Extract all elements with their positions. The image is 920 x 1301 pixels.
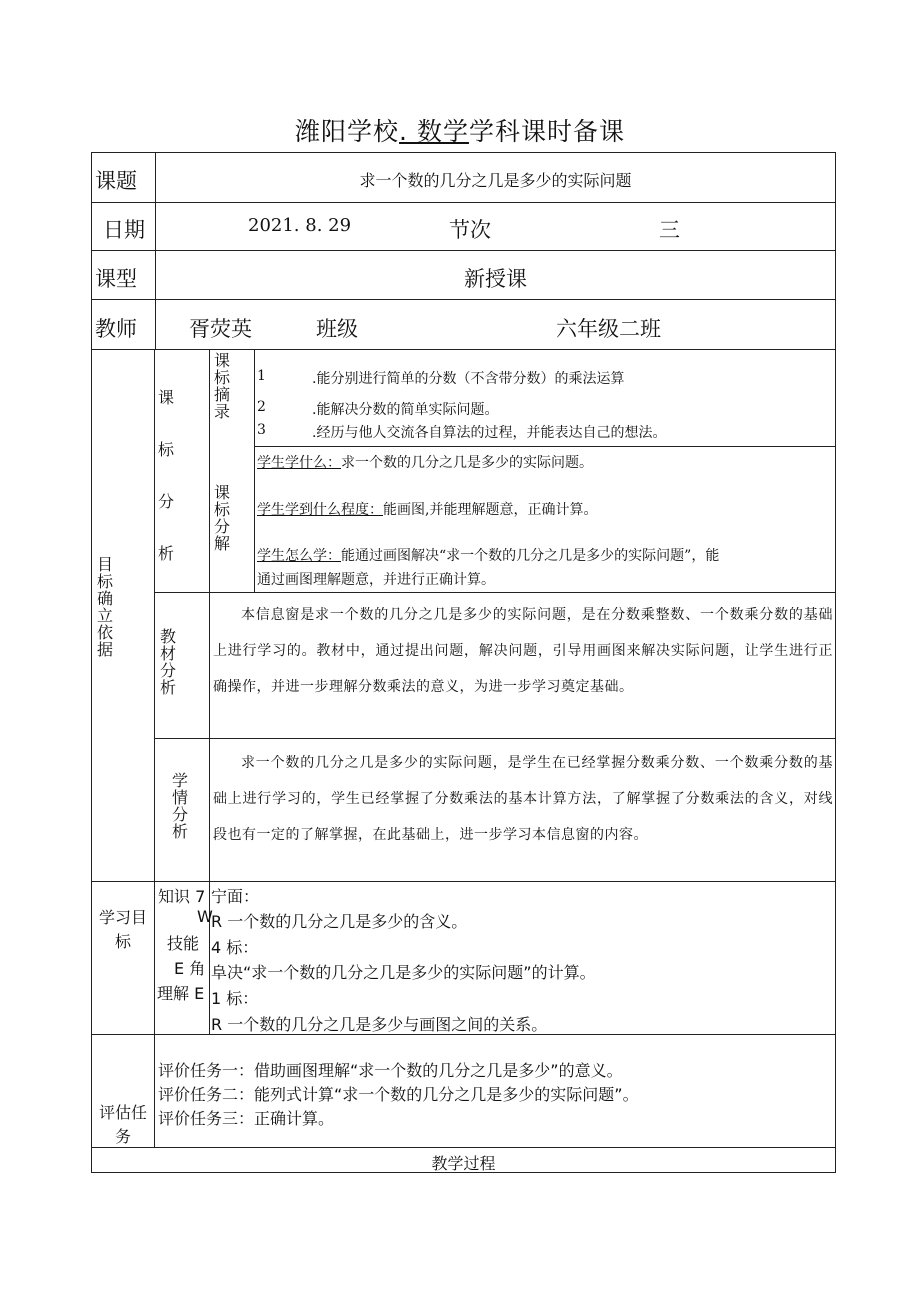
decompose-what <box>257 452 593 472</box>
objective-line-5: 1 标： <box>211 989 259 1008</box>
objectives-side-4: E 角 <box>174 959 206 978</box>
date-label: 日期 <box>103 218 145 242</box>
learner-label: 学情分析 <box>171 771 188 841</box>
objective-line-3: 4 标： <box>211 938 259 957</box>
textbook-label: 教材分析 <box>159 627 176 697</box>
page-title <box>0 112 920 148</box>
class-label: 班级 <box>316 317 358 341</box>
what-label: 学生学什么： <box>257 455 341 471</box>
excerpt-item-3: .经历与他人交流各自算法的过程，并能表达自己的想法。 <box>312 425 667 441</box>
title-school: 潍阳学校 <box>295 117 400 146</box>
excerpt-item-1: .能分别进行简单的分数（不含带分数）的乘法运算 <box>312 371 625 387</box>
lesson-type-label: 课型 <box>95 267 137 291</box>
assessment-label: 评估任务 <box>98 1103 147 1146</box>
assessment-task-2: 评价任务二：能列式计算“求一个数的几分之几是多少的实际问题”。 <box>158 1085 639 1104</box>
objective-line-4: 阜决“求一个数的几分之几是多少的实际问题”的计算。 <box>211 963 596 982</box>
objectives-side-1: 知识 7 <box>158 887 206 906</box>
title-subject: . 数学 <box>399 117 469 146</box>
decompose-how <box>257 545 719 565</box>
assessment-task-1: 评价任务一：借助画图理解“求一个数的几分之几是多少”的意义。 <box>158 1061 623 1080</box>
objectives-side-3: 技能 <box>167 934 200 953</box>
decompose-degree <box>257 499 597 519</box>
what-text: 求一个数的几分之几是多少的实际问题。 <box>341 455 593 471</box>
topic-value: 求一个数的几分之几是多少的实际问题 <box>359 171 632 190</box>
lesson-type-value: 新授课 <box>464 267 527 291</box>
objective-line-2: R 一个数的几分之几是多少的含义。 <box>211 912 468 931</box>
teacher-name: 胥荧英 <box>189 317 252 341</box>
date-value: 2021. 8. 29 <box>248 215 352 236</box>
period-label: 节次 <box>449 218 491 242</box>
degree-text: 能画图,并能理解题意，正确计算。 <box>383 502 598 518</box>
excerpt-num-1: 1 <box>257 368 266 384</box>
objective-line-6: R 一个数的几分之几是多少与画图之间的关系。 <box>211 1015 548 1032</box>
how-text-1: 能通过画图解决“求一个数的几分之几是多少的实际问题”，能 <box>341 548 720 564</box>
teacher-label: 教师 <box>95 317 137 341</box>
objectives-side-5: 理解 E <box>157 984 205 1003</box>
degree-label: 学生学到什么程度： <box>257 502 383 518</box>
period-value: 三 <box>659 218 680 242</box>
excerpt-num-3: 3 <box>257 422 266 438</box>
excerpt-num-2: 2 <box>257 399 266 415</box>
objectives-label: 学习目标 <box>98 908 147 951</box>
excerpt-item-2: .能解决分数的简单实际问题。 <box>312 402 499 418</box>
standard-analysis-label: 课标分析 <box>157 388 174 563</box>
textbook-analysis-text: 本信息窗是求一个数的几分之几是多少的实际问题，是在分数乘整数、一个数乘分数的基础上进行学习的。教材中，通过提出问题，解决问题，引导用画图来解决实际问题，让学生进行正确操作，并进一步理解分数乘法的意义，为进一步学习奠定基础。 <box>213 607 833 695</box>
learner-analysis-text: 求一个数的几分之几是多少的实际问题，是学生在已经掌握分数乘分数、一个数乘分数的基础上进行学习的，学生已经掌握了分数乘法的基本计算方法，了解掌握了分数乘法的含义，对线段也有一定的了解掌握，在此基础上，进一步学习本信息窗的内容。 <box>213 755 833 843</box>
assessment-task-3: 评价任务三：正确计算。 <box>158 1109 335 1128</box>
decompose-how-cont: 通过画图理解题意，并进行正确计算。 <box>257 572 495 588</box>
topic-label: 课题 <box>95 169 137 193</box>
title-suffix: 学科课时备课 <box>468 117 625 146</box>
objectives-side-2: W <box>197 907 213 926</box>
process-label: 教学过程 <box>431 1154 496 1173</box>
class-value: 六年级二班 <box>556 317 661 341</box>
how-label: 学生怎么学： <box>257 548 341 564</box>
excerpt-label: 课标摘录 <box>213 351 230 421</box>
basis-label: 目标确立依据 <box>96 555 113 659</box>
objective-line-1: 宁面： <box>211 887 260 906</box>
objectives-content <box>211 883 831 1032</box>
decompose-label: 课标分解 <box>213 483 230 553</box>
